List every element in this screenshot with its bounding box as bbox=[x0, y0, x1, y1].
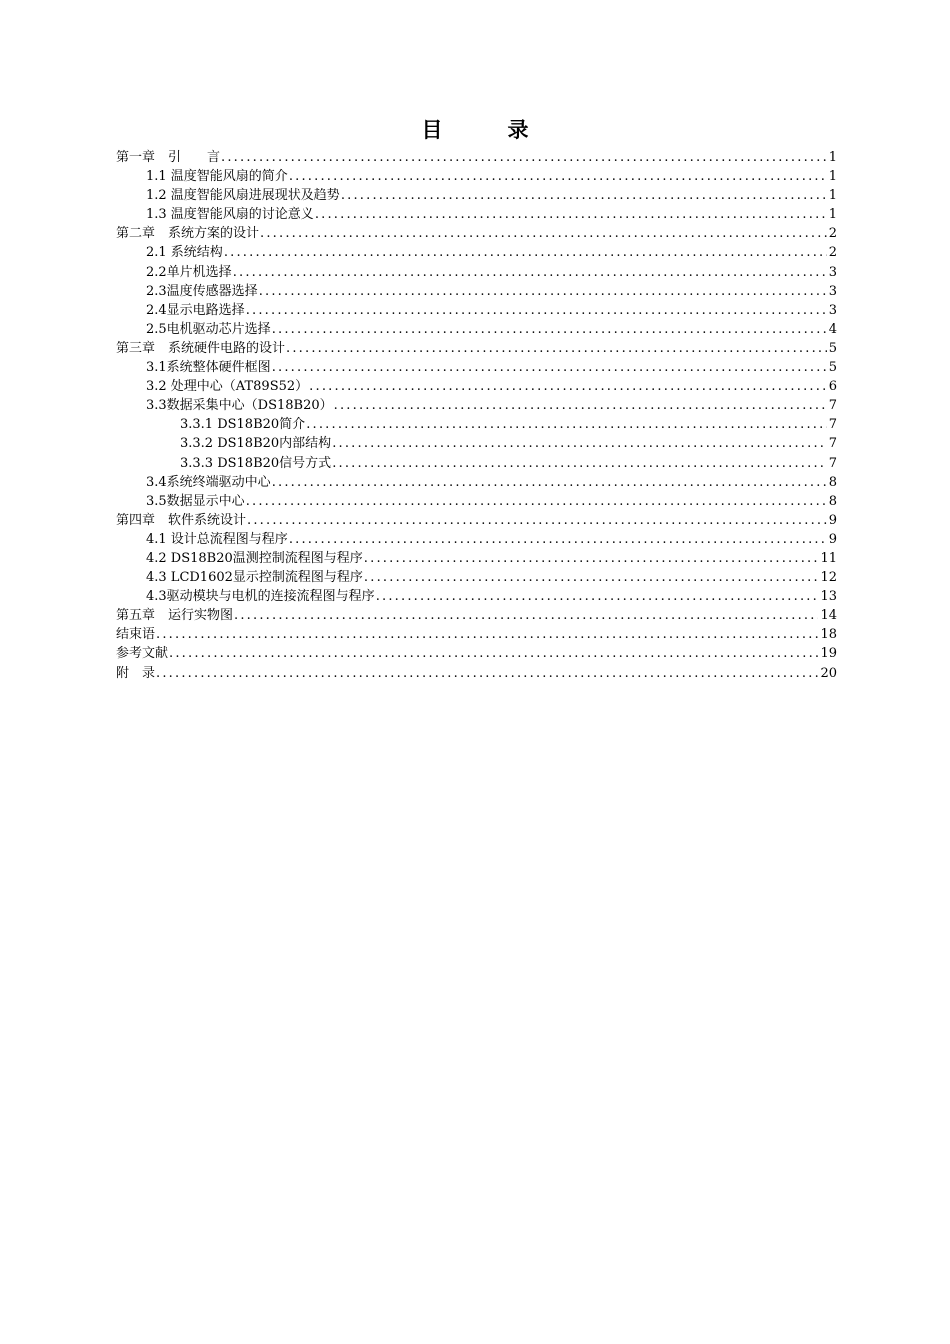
toc-leader-dots bbox=[271, 473, 827, 492]
toc-leader-dots bbox=[223, 243, 827, 262]
toc-entry-text: 1.3 温度智能风扇的讨论意义 bbox=[146, 207, 314, 223]
toc-entry[interactable] bbox=[116, 320, 837, 339]
toc-entry-text: 第二章 系统方案的设计 bbox=[116, 226, 260, 242]
toc-leader-dots bbox=[259, 224, 827, 243]
toc-leader-dots bbox=[285, 339, 827, 358]
toc-entry-text: 3.5数据显示中心 bbox=[146, 493, 245, 509]
toc-entry[interactable] bbox=[116, 282, 837, 301]
toc-entry[interactable] bbox=[116, 644, 837, 663]
toc-entry-text: 3.3.2 DS18B20内部结构 bbox=[180, 436, 332, 452]
toc-page-number: 2 bbox=[828, 245, 837, 261]
toc-page-number: 1 bbox=[828, 188, 837, 204]
toc-entry-text: 第三章 系统硬件电路的设计 bbox=[116, 340, 286, 356]
toc-leader-dots bbox=[305, 415, 827, 434]
toc-leader-dots bbox=[308, 377, 827, 396]
toc-leader-dots bbox=[155, 625, 818, 644]
toc-entry[interactable] bbox=[116, 339, 837, 358]
toc-entry-text: 4.1 设计总流程图与程序 bbox=[146, 531, 288, 547]
toc-entry-text: 3.3数据采集中心（DS18B20） bbox=[146, 398, 333, 414]
toc-leader-dots bbox=[155, 664, 818, 683]
toc-leader-dots bbox=[363, 549, 819, 568]
toc-entry[interactable] bbox=[116, 530, 837, 549]
toc-entry[interactable] bbox=[116, 186, 837, 205]
toc-leader-dots bbox=[314, 205, 827, 224]
toc-entry[interactable] bbox=[116, 148, 837, 167]
toc-leader-dots bbox=[258, 282, 827, 301]
toc-page-number: 3 bbox=[828, 283, 837, 299]
toc-page-number: 7 bbox=[828, 436, 837, 452]
toc-entry-text: 结束语 bbox=[116, 627, 156, 643]
toc-entry-text: 第五章 运行实物图 bbox=[116, 608, 234, 624]
toc-leader-dots bbox=[288, 167, 827, 186]
toc-page-number: 20 bbox=[820, 665, 837, 681]
toc-entry-text: 3.3.3 DS18B20信号方式 bbox=[180, 455, 332, 471]
toc-leader-dots bbox=[245, 301, 827, 320]
toc-entry-text: 2.4显示电路选择 bbox=[146, 302, 245, 318]
toc-leader-dots bbox=[220, 148, 827, 167]
toc-entry-text: 2.5电机驱动芯片选择 bbox=[146, 321, 271, 337]
toc-entry-text: 4.3驱动模块与电机的连接流程图与程序 bbox=[146, 589, 375, 605]
toc-entry[interactable] bbox=[116, 224, 837, 243]
toc-entry[interactable] bbox=[116, 434, 837, 453]
toc-page-number: 5 bbox=[828, 360, 837, 376]
toc-entry-text: 1.1 温度智能风扇的简介 bbox=[146, 169, 288, 185]
toc-entry-text: 附 录 bbox=[116, 665, 156, 681]
toc-entry[interactable] bbox=[116, 454, 837, 473]
toc-entry[interactable] bbox=[116, 415, 837, 434]
table-of-contents bbox=[116, 148, 837, 683]
toc-page-number: 7 bbox=[828, 417, 837, 433]
toc-entry[interactable] bbox=[116, 568, 837, 587]
toc-leader-dots bbox=[333, 396, 827, 415]
toc-entry-text: 4.2 DS18B20温测控制流程图与程序 bbox=[146, 550, 363, 566]
toc-page-number: 11 bbox=[820, 550, 837, 566]
toc-leader-dots bbox=[363, 568, 819, 587]
toc-entry-text: 3.3.1 DS18B20简介 bbox=[180, 417, 306, 433]
toc-page-number: 19 bbox=[820, 646, 837, 662]
toc-page-number: 7 bbox=[828, 398, 837, 414]
toc-leader-dots bbox=[340, 186, 827, 205]
toc-page-number: 1 bbox=[828, 150, 837, 165]
toc-entry-text: 第四章 软件系统设计 bbox=[116, 512, 247, 528]
toc-entry-text: 2.2单片机选择 bbox=[146, 264, 232, 280]
toc-entry-text: 4.3 LCD1602显示控制流程图与程序 bbox=[146, 570, 363, 586]
toc-page-number: 7 bbox=[828, 455, 837, 471]
toc-entry[interactable] bbox=[116, 263, 837, 282]
toc-entry[interactable] bbox=[116, 243, 837, 262]
toc-entry[interactable] bbox=[116, 377, 837, 396]
toc-entry[interactable] bbox=[116, 664, 837, 683]
toc-leader-dots bbox=[375, 587, 819, 606]
toc-page-number: 12 bbox=[820, 570, 837, 586]
toc-leader-dots bbox=[245, 492, 827, 511]
toc-page-number: 6 bbox=[828, 379, 837, 395]
toc-entry-text: 参考文献 bbox=[116, 646, 169, 662]
toc-page-number: 1 bbox=[828, 169, 837, 185]
toc-page-number: 8 bbox=[828, 493, 837, 509]
toc-entry-text: 3.2 处理中心（AT89S52） bbox=[146, 379, 309, 395]
toc-entry-text: 1.2 温度智能风扇进展现状及趋势 bbox=[146, 188, 340, 204]
toc-page-number: 14 bbox=[820, 608, 837, 624]
toc-entry-text: 2.1 系统结构 bbox=[146, 245, 223, 261]
toc-page-number: 1 bbox=[828, 207, 837, 223]
toc-entry[interactable] bbox=[116, 492, 837, 511]
toc-entry[interactable] bbox=[116, 625, 837, 644]
toc-page-number: 9 bbox=[828, 512, 837, 528]
toc-page-number: 9 bbox=[828, 531, 837, 547]
toc-entry[interactable] bbox=[116, 587, 837, 606]
toc-entry-text: 3.1系统整体硬件框图 bbox=[146, 360, 271, 376]
toc-entry[interactable] bbox=[116, 511, 837, 530]
toc-leader-dots bbox=[233, 606, 818, 625]
toc-entry[interactable] bbox=[116, 301, 837, 320]
toc-leader-dots bbox=[331, 454, 827, 473]
toc-leader-dots bbox=[246, 511, 827, 530]
toc-leader-dots bbox=[168, 644, 818, 663]
toc-entry-text: 第一章 引 言 bbox=[116, 150, 221, 165]
toc-entry[interactable] bbox=[116, 606, 837, 625]
toc-page-number: 2 bbox=[828, 226, 837, 242]
toc-page-number: 8 bbox=[828, 474, 837, 490]
toc-page-number: 13 bbox=[820, 589, 837, 605]
toc-page-number: 5 bbox=[828, 340, 837, 356]
toc-leader-dots bbox=[271, 358, 827, 377]
toc-entry-text: 2.3温度传感器选择 bbox=[146, 283, 258, 299]
toc-page-number: 4 bbox=[828, 321, 837, 337]
toc-leader-dots bbox=[271, 320, 827, 339]
toc-page-number: 3 bbox=[828, 302, 837, 318]
toc-leader-dots bbox=[331, 434, 827, 453]
toc-page-number: 18 bbox=[820, 627, 837, 643]
toc-entry[interactable] bbox=[116, 358, 837, 377]
toc-entry-text: 3.4系统终端驱动中心 bbox=[146, 474, 271, 490]
toc-leader-dots bbox=[232, 263, 827, 282]
toc-entry[interactable] bbox=[116, 205, 837, 224]
toc-entry[interactable] bbox=[116, 167, 837, 186]
toc-title: 目 录 bbox=[421, 118, 551, 142]
toc-page-number: 3 bbox=[828, 264, 837, 280]
toc-entry[interactable] bbox=[116, 396, 837, 415]
toc-entry[interactable] bbox=[116, 473, 837, 492]
toc-entry[interactable] bbox=[116, 549, 837, 568]
toc-leader-dots bbox=[288, 530, 827, 549]
